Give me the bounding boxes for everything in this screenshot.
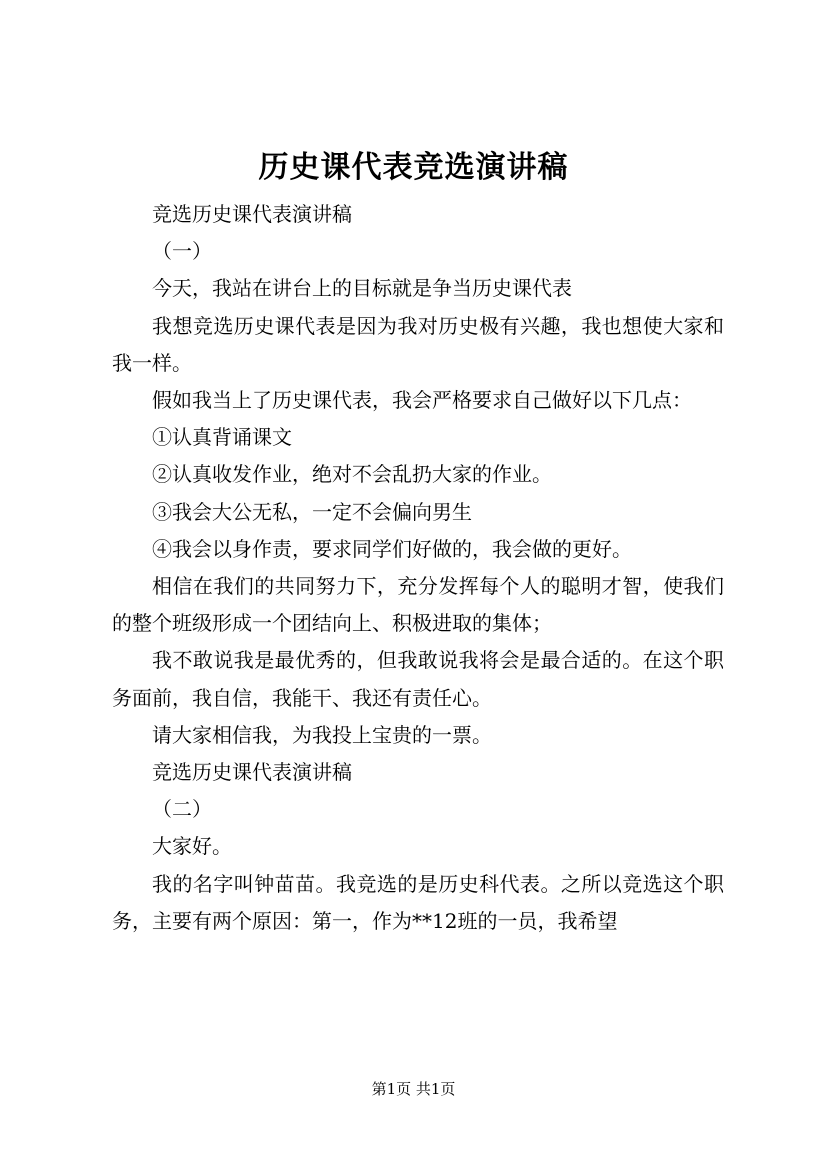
paragraph: ④我会以身作责，要求同学们好做的，我会做的更好。 [152,536,632,561]
paragraph: ②认真收发作业，绝对不会乱扔大家的作业。 [152,462,552,487]
paragraph: 竞选历史课代表演讲稿 [152,760,352,785]
page-footer: 第1页 共1页 [371,1080,456,1098]
paragraph: （二） [152,797,212,822]
paragraph: 请大家相信我，为我投上宝贵的一票。 [152,722,492,747]
paragraph: 竞选历史课代表演讲稿 [152,202,352,226]
paragraph: ③我会大公无私，一定不会偏向男生 [152,499,472,524]
paragraph: 今天，我站在讲台上的目标就是争当历史课代表 [152,276,572,301]
paragraph: ①认真背诵课文 [152,425,292,450]
document-title: 历史课代表竞选演讲稿 [258,150,569,185]
paragraph: 相信在我们的共同努力下，充分发挥每个人的聪明才智，使我们的整个班级形成一个团结向上、积极进取的集体； [112,574,724,636]
paragraph: 我的名字叫钟苗苗。我竞选的是历史科代表。之所以竞选这个职务，主要有两个原因：第一，作为**12班的一员，我希望 [112,871,724,933]
paragraph: 假如我当上了历史课代表，我会严格要求自己做好以下几点： [152,388,692,413]
paragraph: 大家好。 [152,834,232,859]
document-body [112,196,724,940]
paragraph: （一） [152,239,212,264]
paragraph: 我想竞选历史课代表是因为我对历史极有兴趣，我也想使大家和我一样。 [112,313,724,375]
paragraph: 我不敢说我是最优秀的，但我敢说我将会是最合适的。在这个职务面前，我自信，我能干、我还有责任心。 [112,648,724,710]
